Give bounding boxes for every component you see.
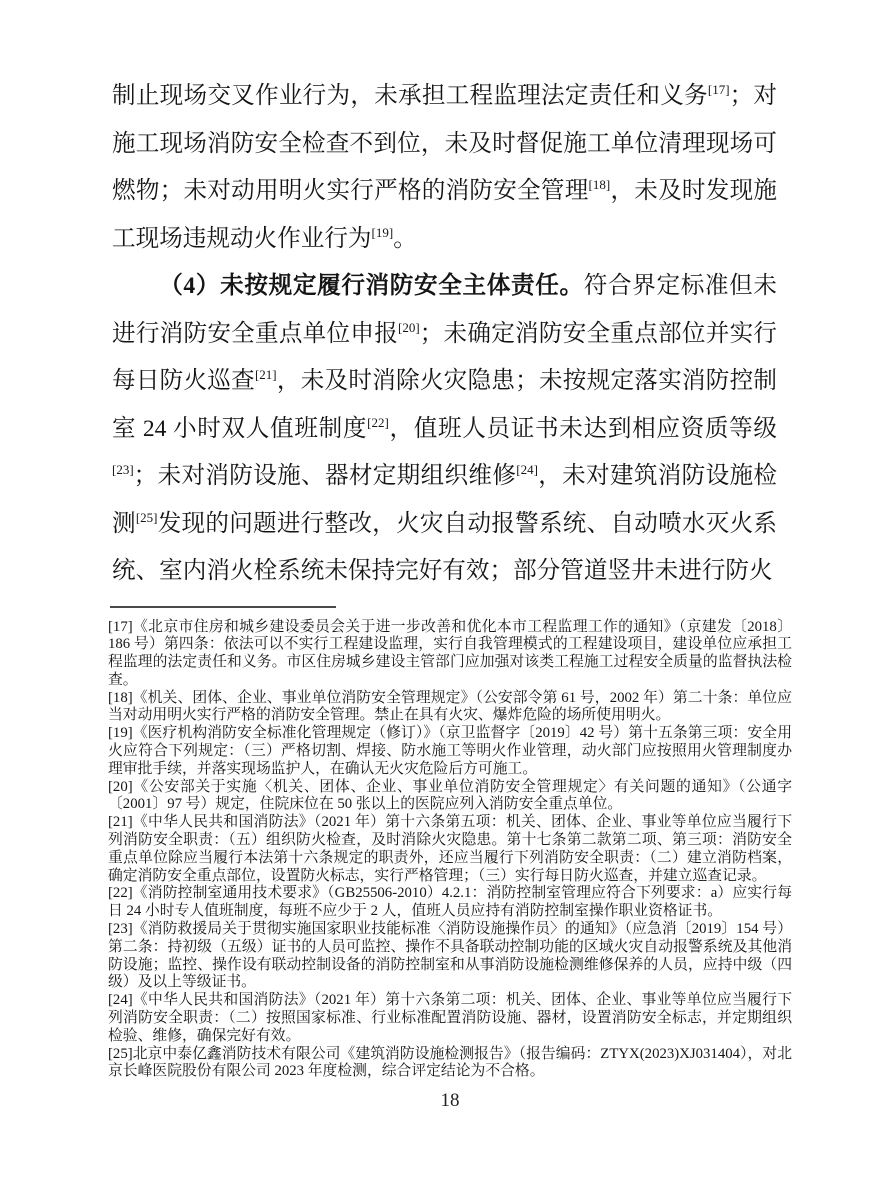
footnote-ref: [21] xyxy=(254,367,277,383)
footnote-item xyxy=(108,1046,792,1082)
footnote-ref: [20] xyxy=(398,319,420,335)
text-run: ，未对建筑消防设施检测 xyxy=(112,463,778,537)
footnotes-list xyxy=(108,619,792,1082)
bold-heading-run: （4）未按规定履行消防安全主体责任。 xyxy=(159,273,584,299)
footnote-item xyxy=(108,921,792,992)
footnote-ref: [18] xyxy=(588,177,611,193)
footnote-marker: [23] xyxy=(108,921,133,938)
footnote-item xyxy=(108,885,792,921)
footnote-text: 《北京市住房和城乡建设委员会关于进一步改善和优化本市工程监理工作的通知》（京建发〔2018〕186 号）第四条：依法可以不实行工程建设监理，实行自我管理模式的工程建设项目，建设单位应承担工程监理的法定责任和义务。市区住房城乡建设主管部门应加强对该类工程施工过程安全质量的监督执法检查。 xyxy=(108,618,792,688)
text-run: ；未对消防设施、器材定期组织维修 xyxy=(133,463,517,489)
footnote-marker: [18] xyxy=(108,689,133,706)
footnote-text: 《中华人民共和国消防法》（2021 年）第十六条第五项：机关、团体、企业、事业等单位应当履行下列消防安全职责：（五）组织防火检查，及时消除火灾隐患。第十七条第二款第二项、第三项：消防安全重点单位除应当履行本法第十六条规定的职责外，还应当履行下列消防安全职责：（二）建立消防档案，确定消防安全重点部位，设置防火标志，实行严格管理；（三）实行每日防火巡查，并建立巡查记录。 xyxy=(108,814,792,884)
footnote-item xyxy=(108,992,792,1045)
footnote-marker: [22] xyxy=(108,885,133,902)
footnote-item xyxy=(108,779,792,815)
footnote-marker: [21] xyxy=(108,814,133,831)
footnote-marker: [24] xyxy=(108,992,133,1009)
text-run: ，未及时发现施工现场违规动火作业行为 xyxy=(112,178,778,252)
text-run: 制止现场交叉作业行为，未承担工程监理法定责任和义务 xyxy=(112,83,708,109)
footnote-marker: [19] xyxy=(108,725,133,742)
text-run: ；未确定消防安全重点部位并实行每日防火巡查 xyxy=(112,320,777,394)
footnote-marker: [25] xyxy=(108,1045,133,1062)
footnote-separator xyxy=(110,606,336,608)
footnote-item xyxy=(108,814,792,885)
footnote-item xyxy=(108,690,792,726)
footnote-text: 《消防救援局关于贯彻实施国家职业技能标准〈消防设施操作员〉的通知》（应急消〔2019〕154 号）第二条：持初级（五级）证书的人员可监控、操作不具备联动控制功能的区域火灾自动报警系统及其他消防设施；监控、操作设有联动控制设备的消防控制室和从事消防设施检测维修保养的人员，应持中级（四级）及以上等级证书。 xyxy=(108,921,792,991)
footnote-marker: [17] xyxy=(108,618,133,635)
text-run: 发现的问题进行整改，火灾自动报警系统、自动喷水灭火系统、室内消火栓系统未保持完好有效；部分管道竖井未进行防火 xyxy=(112,510,777,584)
text-run: 。 xyxy=(393,225,417,252)
footnote-text: 《医疗机构消防安全标准化管理规定（修订）》（京卫监督字〔2019〕42 号）第十五条第三项：安全用火应符合下列规定：（三）严格切割、焊接、防水施工等明火作业管理，动火部门应按照用火管理制度办理审批手续，并落实现场监护人，在确认无火灾危险后方可施工。 xyxy=(108,725,792,777)
footnote-text: 北京中泰亿鑫消防技术有限公司《建筑消防设施检测报告》（报告编码：ZTYX(2023)XJ031404），对北京长峰医院股份有限公司 2023 年度检测，综合评定结论为不合格。 xyxy=(108,1045,792,1080)
footnote-text: 《消防控制室通用技术要求》（GB25506-2010）4.2.1：消防控制室管理应符合下列要求：a）应实行每日 24 小时专人值班制度，每班不应少于 2 人，值班人员应持有消防控制室操作职业资格证书。 xyxy=(108,885,792,920)
footnote-text: 《机关、团体、企业、事业单位消防安全管理规定》（公安部令第 61 号，2002 年）第二十条：单位应当对动用明火实行严格的消防安全管理。禁止在具有火灾、爆炸危险的场所使用明火。 xyxy=(108,689,792,724)
footnote-marker: [20] xyxy=(108,778,133,795)
body-paragraph xyxy=(112,263,777,596)
footnote-item xyxy=(108,619,792,690)
footnote-ref: [25] xyxy=(135,509,158,525)
footnote-text: 《公安部关于实施〈机关、团体、企业、事业单位消防安全管理规定〉有关问题的通知》（公通字〔2001〕97 号）规定，住院床位在 50 张以上的医院应列入消防安全重点单位。 xyxy=(108,778,792,813)
footnote-ref: [24] xyxy=(516,462,538,478)
page-number: 18 xyxy=(440,1090,460,1112)
footnote-text: 《中华人民共和国消防法》（2021 年）第十六条第二项：机关、团体、企业、事业等单位应当履行下列消防安全职责：（二）按照国家标准、行业标准配置消防设施、器材，设置消防安全标志，并定期组织检验、维修，确保完好有效。 xyxy=(108,992,792,1044)
footnote-item xyxy=(108,725,792,778)
footnote-ref: [19] xyxy=(371,224,394,240)
text-run: 符合界定标准但未进行消防安全重点单位申报 xyxy=(112,273,778,347)
text-run: ；对施工现场消防安全检查不到位，未及时督促施工单位清理现场可燃物；未对动用明火实行严格的消防安全管理 xyxy=(112,83,778,204)
body-content xyxy=(112,73,777,596)
text-run: ，未及时消除火灾隐患；未按规定落实消防控制室 24 小时双人值班制度 xyxy=(112,368,778,442)
footnote-ref: [23] xyxy=(112,462,134,478)
body-paragraph xyxy=(112,73,777,263)
text-run: ，值班人员证书未达到相应资质等级 xyxy=(388,415,778,442)
footnote-ref: [22] xyxy=(367,414,389,430)
footnote-ref: [17] xyxy=(707,82,730,98)
